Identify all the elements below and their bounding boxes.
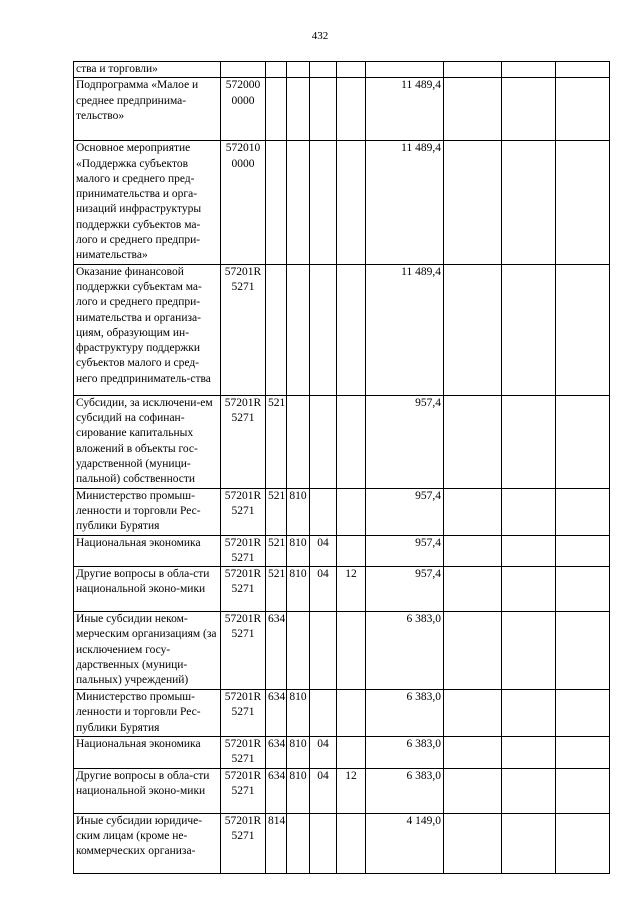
amount-cell: 4 149,0 [366, 813, 444, 873]
target-code-cell [221, 62, 266, 78]
empty-amount-cell [556, 567, 610, 612]
expense-type-cell: 634 [266, 737, 287, 769]
section-cell [310, 78, 337, 141]
empty-amount-cell [444, 264, 502, 395]
ministry-code-cell [287, 141, 310, 264]
table-row [74, 612, 610, 690]
table-row [74, 488, 610, 535]
page-number: 432 [311, 30, 329, 42]
subsection-cell [337, 141, 366, 264]
expense-type-cell: 521 [266, 535, 287, 567]
amount-cell: 11 489,4 [366, 78, 444, 141]
table-row [74, 62, 610, 78]
empty-amount-cell [444, 690, 502, 737]
section-cell [310, 612, 337, 690]
table-row [74, 567, 610, 612]
empty-amount-cell [444, 567, 502, 612]
row-name-cell: Министерство промыш-ленности и торговли Рес-публики Бурятия [74, 690, 221, 737]
amount-cell: 957,4 [366, 535, 444, 567]
empty-amount-cell [444, 78, 502, 141]
amount-cell: 6 383,0 [366, 768, 444, 813]
empty-amount-cell [556, 62, 610, 78]
empty-amount-cell [502, 395, 556, 488]
amount-cell: 11 489,4 [366, 141, 444, 264]
expense-type-cell: 814 [266, 813, 287, 873]
section-cell [310, 62, 337, 78]
section-cell: 04 [310, 737, 337, 769]
ministry-code-cell: 810 [287, 690, 310, 737]
ministry-code-cell [287, 264, 310, 395]
table-row [74, 141, 610, 264]
target-code-cell: 572010 0000 [221, 141, 266, 264]
target-code-cell: 57201R 5271 [221, 737, 266, 769]
row-name-cell: ства и торговли» [74, 62, 221, 78]
row-name-cell: Оказание финансовой поддержки субъектам ма-лого и среднего предпри-нимательства и организа-циям, образующим ин-фраструктуру поддержки субъектов малого и сред-него предприниматель-ства [74, 264, 221, 395]
subsection-cell: 12 [337, 567, 366, 612]
empty-amount-cell [556, 488, 610, 535]
amount-cell: 6 383,0 [366, 737, 444, 769]
empty-amount-cell [556, 141, 610, 264]
section-cell [310, 690, 337, 737]
row-name-cell: Другие вопросы в обла-сти национальной эконо-мики [74, 768, 221, 813]
ministry-code-cell [287, 62, 310, 78]
empty-amount-cell [556, 690, 610, 737]
table-row [74, 813, 610, 873]
section-cell [310, 264, 337, 395]
amount-cell: 11 489,4 [366, 264, 444, 395]
subsection-cell [337, 737, 366, 769]
empty-amount-cell [444, 535, 502, 567]
empty-amount-cell [502, 690, 556, 737]
subsection-cell: 12 [337, 768, 366, 813]
expense-type-cell: 634 [266, 768, 287, 813]
subsection-cell [337, 395, 366, 488]
empty-amount-cell [556, 395, 610, 488]
amount-cell [366, 62, 444, 78]
subsection-cell [337, 264, 366, 395]
empty-amount-cell [502, 567, 556, 612]
subsection-cell [337, 78, 366, 141]
section-cell [310, 395, 337, 488]
amount-cell: 957,4 [366, 395, 444, 488]
target-code-cell: 57201R 5271 [221, 264, 266, 395]
row-name-cell: Основное мероприятие «Поддержка субъектов малого и среднего пред-принимательства и орга-низаций инфраструктуры поддержки субъектов ма-лого и среднего предпри-нимательства» [74, 141, 221, 264]
empty-amount-cell [556, 768, 610, 813]
target-code-cell: 57201R 5271 [221, 690, 266, 737]
row-name-cell: Субсидии, за исключени-ем субсидий на софинан-сирование капитальных вложений в объекты гос-ударственной (муници-пальной) собственности [74, 395, 221, 488]
amount-cell: 6 383,0 [366, 612, 444, 690]
amount-cell: 957,4 [366, 567, 444, 612]
section-cell: 04 [310, 768, 337, 813]
empty-amount-cell [556, 264, 610, 395]
section-cell [310, 141, 337, 264]
expense-type-cell: 634 [266, 690, 287, 737]
empty-amount-cell [502, 78, 556, 141]
empty-amount-cell [444, 612, 502, 690]
empty-amount-cell [444, 141, 502, 264]
empty-amount-cell [502, 768, 556, 813]
expense-type-cell [266, 141, 287, 264]
empty-amount-cell [502, 737, 556, 769]
expense-type-cell: 521 [266, 488, 287, 535]
empty-amount-cell [502, 62, 556, 78]
target-code-cell: 57201R 5271 [221, 567, 266, 612]
expense-type-cell: 521 [266, 395, 287, 488]
budget-table [73, 61, 610, 874]
amount-cell: 957,4 [366, 488, 444, 535]
amount-cell: 6 383,0 [366, 690, 444, 737]
empty-amount-cell [444, 737, 502, 769]
target-code-cell: 57201R 5271 [221, 395, 266, 488]
subsection-cell [337, 62, 366, 78]
target-code-cell: 572000 0000 [221, 78, 266, 141]
expense-type-cell: 521 [266, 567, 287, 612]
table-row [74, 535, 610, 567]
ministry-code-cell [287, 813, 310, 873]
empty-amount-cell [502, 612, 556, 690]
target-code-cell: 57201R 5271 [221, 612, 266, 690]
target-code-cell: 57201R 5271 [221, 768, 266, 813]
row-name-cell: Иные субсидии неком-мерческим организациям (за исключением госу-дарственных (муници-пальных) учреждений) [74, 612, 221, 690]
ministry-code-cell: 810 [287, 567, 310, 612]
section-cell [310, 813, 337, 873]
empty-amount-cell [556, 78, 610, 141]
ministry-code-cell: 810 [287, 535, 310, 567]
expense-type-cell [266, 264, 287, 395]
empty-amount-cell [556, 737, 610, 769]
row-name-cell: Иные субсидии юридиче-ским лицам (кроме не-коммерческих организа- [74, 813, 221, 873]
empty-amount-cell [444, 768, 502, 813]
expense-type-cell: 634 [266, 612, 287, 690]
subsection-cell [337, 488, 366, 535]
empty-amount-cell [502, 141, 556, 264]
subsection-cell [337, 535, 366, 567]
target-code-cell: 57201R 5271 [221, 488, 266, 535]
empty-amount-cell [502, 488, 556, 535]
row-name-cell: Национальная экономика [74, 535, 221, 567]
section-cell: 04 [310, 567, 337, 612]
subsection-cell [337, 690, 366, 737]
empty-amount-cell [444, 813, 502, 873]
table-row [74, 78, 610, 141]
expense-type-cell [266, 62, 287, 78]
ministry-code-cell: 810 [287, 488, 310, 535]
ministry-code-cell [287, 612, 310, 690]
table-row [74, 768, 610, 813]
subsection-cell [337, 813, 366, 873]
target-code-cell: 57201R 5271 [221, 813, 266, 873]
row-name-cell: Подпрограмма «Малое и среднее предпринима-тельство» [74, 78, 221, 141]
empty-amount-cell [556, 535, 610, 567]
empty-amount-cell [502, 535, 556, 567]
ministry-code-cell: 810 [287, 768, 310, 813]
row-name-cell: Национальная экономика [74, 737, 221, 769]
section-cell [310, 488, 337, 535]
row-name-cell: Другие вопросы в обла-сти национальной эконо-мики [74, 567, 221, 612]
empty-amount-cell [556, 813, 610, 873]
section-cell: 04 [310, 535, 337, 567]
empty-amount-cell [444, 488, 502, 535]
ministry-code-cell [287, 395, 310, 488]
table-row [74, 395, 610, 488]
table-row [74, 264, 610, 395]
empty-amount-cell [556, 612, 610, 690]
empty-amount-cell [444, 395, 502, 488]
empty-amount-cell [502, 813, 556, 873]
table-row [74, 690, 610, 737]
expense-type-cell [266, 78, 287, 141]
empty-amount-cell [502, 264, 556, 395]
subsection-cell [337, 612, 366, 690]
ministry-code-cell: 810 [287, 737, 310, 769]
target-code-cell: 57201R 5271 [221, 535, 266, 567]
empty-amount-cell [444, 62, 502, 78]
ministry-code-cell [287, 78, 310, 141]
row-name-cell: Министерство промыш-ленности и торговли Рес-публики Бурятия [74, 488, 221, 535]
table-row [74, 737, 610, 769]
